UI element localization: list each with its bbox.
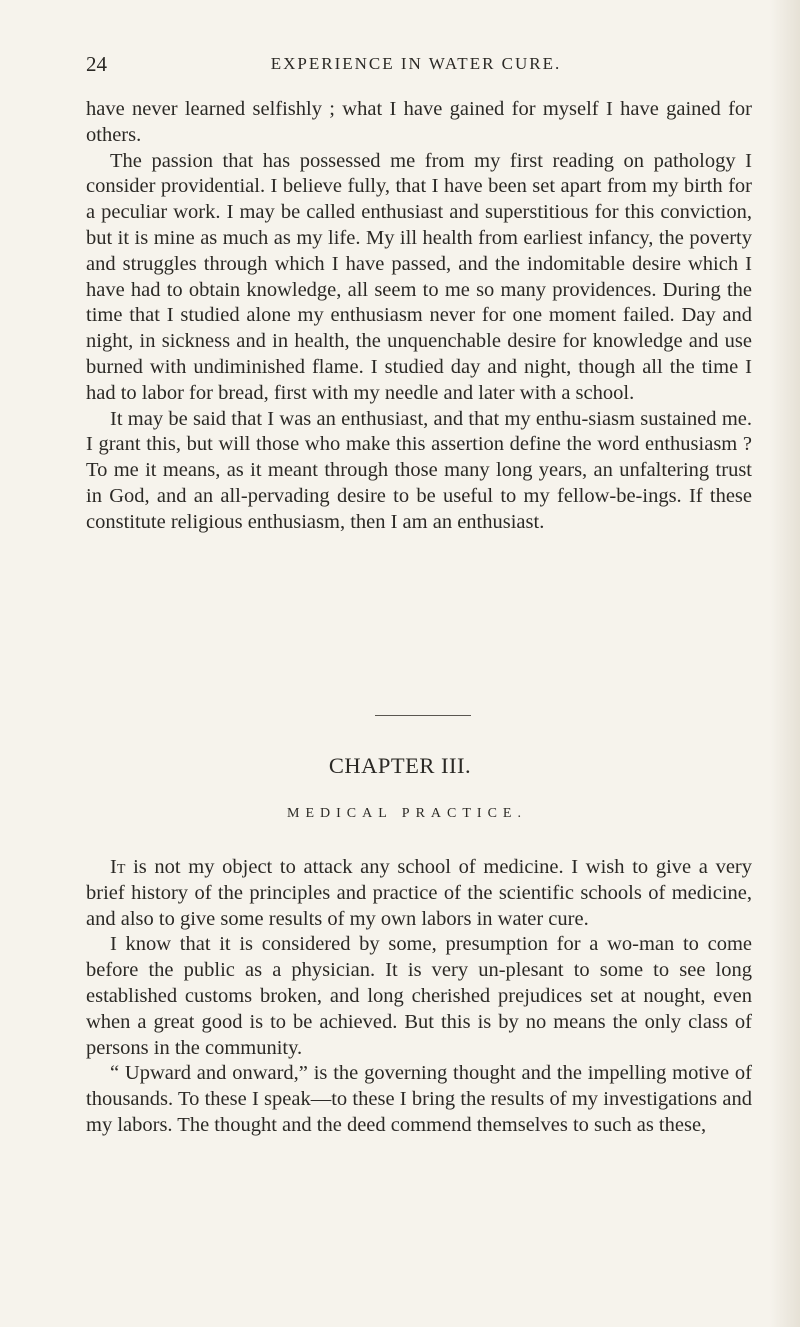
page-edge-shadow	[770, 0, 800, 1327]
opening-text: is not my object to attack any school of medicine. I wish to give a very brief history of the principles and practice of the scientific schools of medicine, and also to give some results of my own labors in water cure.	[86, 856, 752, 930]
running-title: EXPERIENCE IN WATER CURE.	[270, 54, 562, 73]
paragraph: have never learned selfishly ; what I have gained for myself I have gained for others.	[86, 98, 752, 146]
page-number: 24	[86, 52, 107, 76]
paragraph: The passion that has possessed me from my first reading on pathology I consider providential. I believe fully, that I have been set apart from my birth for a peculiar work. I may be called enthusiast and superstitious for this conviction, but it is mine as much as my life. My ill health from earliest infancy, the poverty and struggles through which I have passed, and the indomitable desire which I have had to obtain knowledge, all seem to me so many providences. During the time that I studied alone my enthusiasm never for one moment failed. Day and night, in sickness and in health, the unquenchable desire for knowledge and use burned with undiminished flame. I studied day and night, though all the time I had to labor for bread, first with my needle and later with a school.	[86, 149, 752, 404]
paragraph: “ Upward and onward,” is the governing thought and the impelling motive of thousands. To these I speak—to these I bring the results of my investigations and my labors. The thought and the deed commend themselves to such as these,	[86, 1062, 752, 1136]
section-divider	[375, 715, 471, 716]
paragraph	[86, 855, 752, 932]
chapter-title: CHAPTER III.	[328, 753, 472, 778]
chapter-subtitle: MEDICAL PRACTICE.	[287, 806, 527, 821]
running-head	[86, 52, 746, 78]
paragraph: It may be said that I was an enthusiast, and that my enthu-siasm sustained me. I grant this, but will those who make this assertion define the word enthusiasm ? To me it means, as it meant through those many long years, an unfaltering trust in God, and an all-pervading desire to be useful to my fellow-be-ings. If these constitute religious enthusiasm, then I am an enthusiast.	[86, 407, 752, 533]
opening-word: It	[110, 856, 126, 878]
section-1-text	[86, 97, 752, 536]
paragraph: I know that it is considered by some, presumption for a wo-man to come before the public as a physician. It is very un-plesant to some to see long established customs broken, and long cherished prejudices set at nought, even when a great good is to be achieved. But this is by no means the only class of persons in the community.	[86, 933, 752, 1059]
section-2-text	[86, 855, 752, 1139]
